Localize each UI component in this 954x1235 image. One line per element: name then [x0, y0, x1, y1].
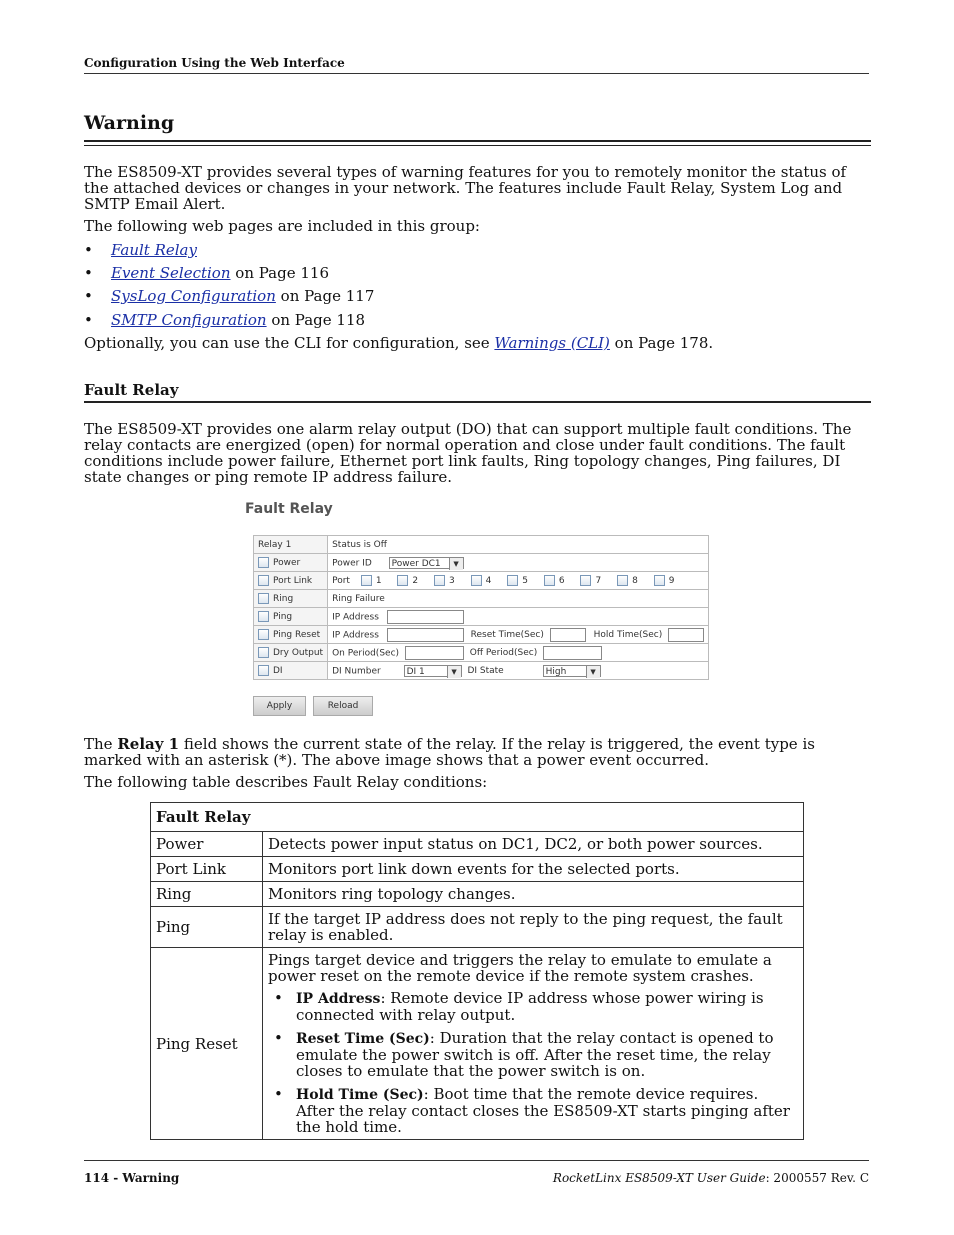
port-checkbox[interactable]: [397, 575, 408, 586]
ping-ip-input[interactable]: [387, 610, 464, 624]
dry-output-row: [254, 644, 709, 662]
port-checkbox[interactable]: [544, 575, 555, 586]
table-key: Ping Reset: [151, 948, 263, 1140]
section-rule-thin: [84, 145, 871, 146]
dry-output-label: Dry Output: [273, 648, 324, 658]
port-checkbox[interactable]: [361, 575, 372, 586]
ping-reset-intro: Pings target device and triggers the relay to emulate to emulate a power reset on the remote device if the remote system crashes.: [268, 951, 772, 985]
ping-reset-list: [268, 990, 798, 1135]
port-number: 3: [449, 576, 455, 586]
ping-ip-label: IP Address: [332, 612, 379, 622]
table-key: Ring: [151, 882, 263, 907]
subsection-rule: [84, 401, 871, 403]
table-intro: The following table describes Fault Relay conditions:: [84, 773, 488, 791]
relay-note: The Relay 1 field shows the current state of the relay. If the relay is triggered, the event type is marked with an asterisk (*). The above image shows that a power event occurred.: [84, 735, 815, 769]
widget-title: Fault Relay: [245, 501, 333, 517]
table-header-row: [151, 803, 804, 832]
table-row: [151, 857, 804, 882]
ping-reset-checkbox[interactable]: [258, 629, 269, 640]
reload-button[interactable]: Reload: [313, 696, 373, 716]
subsection-title: Fault Relay: [84, 381, 179, 399]
link-syslog-configuration[interactable]: SysLog Configuration: [111, 287, 276, 305]
port-number: 4: [485, 576, 492, 586]
port-number: 6: [558, 576, 565, 586]
relay-row: [254, 536, 709, 554]
power-row: [254, 554, 709, 572]
on-period-input[interactable]: [405, 646, 464, 660]
di-checkbox[interactable]: [258, 665, 269, 676]
table-header: Fault Relay: [151, 803, 804, 832]
table-value: Monitors ring topology changes.: [263, 882, 804, 907]
fault-relay-conditions-table: [150, 802, 804, 1140]
table-key: Power: [151, 832, 263, 857]
list-item: • Reset Time (Sec): Duration that the relay contact is opened to emulate the power switch is off. After the reset time, the relay closes to emulate that the power switch is on.: [274, 1029, 774, 1080]
port-checkbox[interactable]: [471, 575, 482, 586]
section-rule: [84, 140, 871, 142]
table-value: Monitors port link down events for the selected ports.: [263, 857, 804, 882]
power-id-select[interactable]: Power DC1 ▼: [389, 557, 464, 569]
port-link-row: [254, 572, 709, 590]
relay-status: Status is Off: [328, 536, 709, 554]
port-checkbox[interactable]: [654, 575, 665, 586]
ring-failure-label: Ring Failure: [328, 590, 709, 608]
footer-doc-title: RocketLinx ES8509-XT User Guide: 2000557 Rev. C: [552, 1171, 869, 1185]
ping-checkbox[interactable]: [258, 611, 269, 622]
on-period-label: On Period(Sec): [332, 648, 400, 658]
ring-checkbox[interactable]: [258, 593, 269, 604]
list-item: • IP Address: Remote device IP address whose power wiring is connected with relay output.: [274, 989, 764, 1024]
port-number: 2: [412, 576, 419, 586]
chevron-down-icon: ▼: [586, 666, 600, 678]
power-checkbox[interactable]: [258, 557, 269, 568]
reset-time-label: Reset Time(Sec): [470, 630, 544, 640]
ring-label: Ring: [273, 594, 294, 604]
ping-row: [254, 608, 709, 626]
di-number-select[interactable]: DI 1 ▼: [404, 665, 462, 677]
fault-relay-form: [253, 535, 709, 680]
port-number: 7: [595, 576, 602, 586]
ping-reset-label: Ping Reset: [273, 630, 321, 640]
port-link-label: Port Link: [273, 576, 313, 586]
port-checkbox[interactable]: [617, 575, 628, 586]
intro-paragraph: The ES8509-XT provides several types of warning features for you to remotely monitor the status of the attached devices or changes in your network. The features include Fault Relay, System Log and SMTP Email Alert.: [84, 163, 847, 213]
header-rule: [84, 73, 869, 74]
port-label: Port: [332, 576, 350, 586]
port-number: 9: [668, 576, 675, 586]
table-row: [151, 832, 804, 857]
port-number: 1: [375, 576, 382, 586]
footer-page: 114 - Warning: [84, 1171, 180, 1185]
link-fault-relay[interactable]: Fault Relay: [111, 241, 197, 259]
fault-relay-description: The ES8509-XT provides one alarm relay output (DO) that can support multiple fault conditions. The relay contacts are energized (open) for normal operation and close under fault conditions. The fault conditions include power failure, Ethernet port link faults, Ring topology changes, Ping failures, DI state changes or ping remote IP address failure.: [84, 420, 852, 486]
list-item: • Hold Time (Sec): Boot time that the remote device requires. After the relay contact closes the ES8509-XT starts pinging after the hold time.: [274, 1085, 790, 1136]
table-row: [151, 948, 804, 1140]
off-period-label: Off Period(Sec): [469, 648, 538, 658]
ring-row: [254, 590, 709, 608]
pages-intro: The following web pages are included in this group:: [84, 217, 480, 235]
table-row: [151, 882, 804, 907]
di-state-label: DI State: [467, 666, 504, 676]
running-head: Configuration Using the Web Interface: [84, 56, 345, 70]
port-checkbox[interactable]: [434, 575, 445, 586]
chevron-down-icon: ▼: [449, 558, 463, 570]
footer-rule: [84, 1160, 869, 1161]
relay-label: Relay 1: [254, 536, 328, 554]
ping-reset-row: [254, 626, 709, 644]
port-link-checkbox[interactable]: [258, 575, 269, 586]
port-checkbox[interactable]: [507, 575, 518, 586]
table-value: If the target IP address does not reply to the ping request, the fault relay is enabled.: [263, 907, 804, 948]
ping-reset-ip-input[interactable]: [387, 628, 464, 642]
di-state-select[interactable]: High ▼: [543, 665, 601, 677]
port-checkbox[interactable]: [580, 575, 591, 586]
table-value: [263, 948, 804, 1140]
ping-reset-ip-label: IP Address: [332, 630, 379, 640]
di-row: [254, 662, 709, 680]
port-number: 5: [522, 576, 528, 586]
link-smtp-configuration[interactable]: SMTP Configuration: [111, 311, 267, 329]
power-label: Power: [273, 558, 301, 568]
link-event-selection[interactable]: Event Selection: [111, 264, 231, 282]
power-id-label: Power ID: [332, 558, 372, 568]
table-key: Ping: [151, 907, 263, 948]
reset-time-input[interactable]: [550, 628, 586, 642]
hold-time-input[interactable]: [668, 628, 704, 642]
cli-note: Optionally, you can use the CLI for configuration, see Warnings (CLI) on Page 178.: [84, 334, 714, 352]
link-warnings-cli[interactable]: Warnings (CLI): [494, 334, 610, 352]
table-key: Port Link: [151, 857, 263, 882]
apply-button[interactable]: Apply: [253, 696, 306, 716]
port-number: 8: [632, 576, 638, 586]
section-title: Warning: [84, 112, 175, 134]
hold-time-label: Hold Time(Sec): [593, 630, 663, 640]
ping-label: Ping: [273, 612, 293, 622]
chevron-down-icon: ▼: [447, 666, 461, 678]
di-label: DI: [273, 666, 283, 676]
off-period-input[interactable]: [543, 646, 602, 660]
dry-output-checkbox[interactable]: [258, 647, 269, 658]
table-value: Detects power input status on DC1, DC2, or both power sources.: [263, 832, 804, 857]
table-row: [151, 907, 804, 948]
di-number-label: DI Number: [332, 666, 381, 676]
